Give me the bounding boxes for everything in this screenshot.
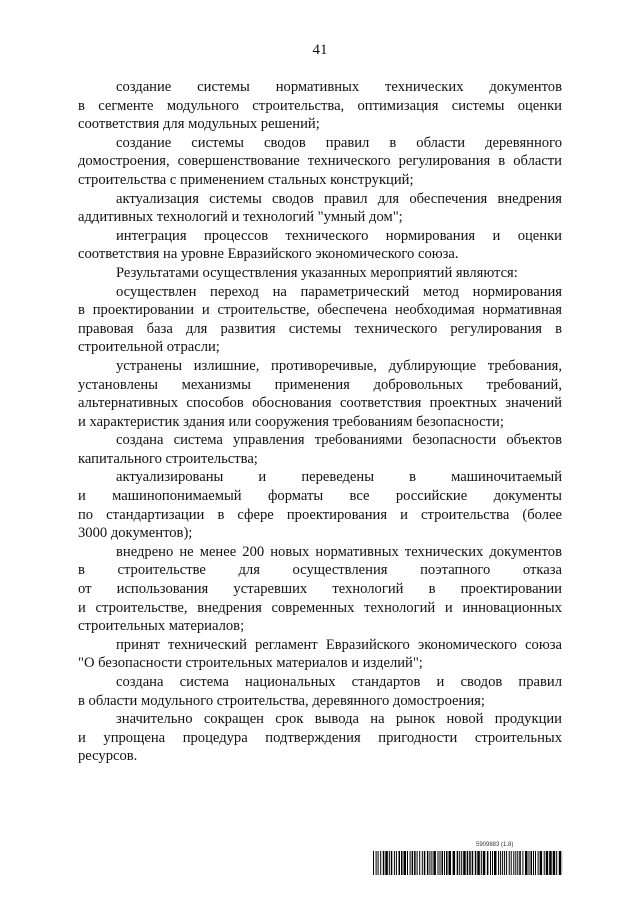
barcode-bar	[515, 851, 516, 875]
barcode-bar	[404, 851, 407, 875]
barcode-bar	[401, 851, 403, 875]
barcode-bar	[504, 851, 505, 875]
barcode-bar	[553, 851, 556, 875]
barcode-bar	[517, 851, 518, 875]
paragraph	[78, 227, 562, 264]
paragraph	[78, 357, 562, 431]
barcode-bar	[414, 851, 416, 875]
paragraph	[78, 190, 562, 227]
barcode-bar	[449, 851, 452, 875]
text-line: альтернативных способов обоснования соответствия проектных значений	[78, 395, 562, 412]
text-line: в строительстве для осуществления поэтапного отказа	[78, 562, 562, 579]
text-line: создана система национальных стандартов и сводов правил	[116, 674, 562, 690]
barcode-bar	[424, 851, 426, 875]
barcode-bar	[522, 851, 523, 875]
paragraph	[78, 543, 562, 636]
text-line: в области модульного строительства, деревянного домостроения;	[78, 692, 485, 709]
barcode-bar	[391, 851, 393, 875]
barcode-bar	[535, 851, 536, 875]
barcode-bar	[442, 851, 444, 875]
barcode-bar	[383, 851, 385, 875]
barcode-bar	[407, 851, 408, 875]
barcode-bar	[506, 851, 507, 875]
text-line: устранены излишние, противоречивые, дублирующие требования,	[116, 357, 562, 374]
barcode-bar	[513, 851, 514, 875]
paragraph	[78, 636, 562, 673]
paragraph	[78, 264, 562, 283]
text-line: 3000 документов);	[78, 525, 193, 542]
text-line: домостроения, совершенствование технического регулирования в области	[78, 153, 562, 170]
text-line: аддитивных технологий и технологий "умный дом";	[78, 209, 403, 226]
paragraph	[78, 710, 562, 766]
barcode-bar	[481, 851, 482, 875]
barcode-bar	[410, 851, 411, 875]
barcode-bar	[385, 851, 388, 875]
barcode-bar	[533, 851, 534, 875]
barcode	[373, 851, 563, 875]
barcode-bar	[461, 851, 462, 875]
paragraph	[78, 673, 562, 710]
text-line: строительной отрасли;	[78, 339, 220, 356]
barcode-bar	[446, 851, 448, 875]
barcode-bar	[422, 851, 423, 875]
text-line: капитального строительства;	[78, 450, 258, 467]
barcode-bar	[519, 851, 521, 875]
barcode-bar	[492, 851, 493, 875]
barcode-bar	[429, 851, 430, 875]
text-line: по стандартизации в сфере проектирования и строительства (более	[78, 506, 562, 523]
barcode-bar	[389, 851, 390, 875]
barcode-bar	[438, 851, 439, 875]
document-body	[78, 78, 562, 766]
text-line: создана система управления требованиями безопасности объектов	[116, 432, 562, 449]
barcode-bar	[511, 851, 512, 875]
barcode-bar	[525, 851, 528, 875]
document-code: 5909883 (1.8)	[476, 842, 514, 848]
barcode-bar	[509, 851, 510, 875]
barcode-bar	[529, 851, 530, 875]
barcode-bar	[546, 851, 549, 875]
paragraph	[78, 468, 562, 542]
text-line: Результатами осуществления указанных мероприятий являются:	[116, 264, 518, 281]
text-line: и характеристик здания или сооружения требованиям безопасности;	[78, 413, 504, 430]
barcode-bar	[444, 851, 445, 875]
barcode-bar	[396, 851, 397, 875]
page-number: 41	[312, 42, 328, 58]
barcode-bar	[440, 851, 441, 875]
barcode-bar	[490, 851, 491, 875]
barcode-bar	[376, 851, 377, 875]
barcode-bar	[540, 851, 543, 875]
barcode-bar	[380, 851, 381, 875]
text-line: соответствия на уровне Евразийского экономического союза.	[78, 246, 459, 263]
barcode-bar	[472, 851, 474, 875]
barcode-bar	[556, 851, 557, 875]
barcode-bar	[498, 851, 499, 875]
barcode-bar	[538, 851, 539, 875]
paragraph	[78, 78, 562, 134]
text-line: правовая база для развития системы технического регулирования в	[78, 320, 562, 337]
text-line: актуализация системы сводов правил для обеспечения внедрения	[116, 190, 562, 207]
text-line: создание системы нормативных технических документов	[116, 79, 562, 95]
text-line: от использования устаревших технологий в проектировании	[78, 581, 562, 598]
text-line: внедрено не менее 200 новых нормативных технических документов	[116, 543, 562, 560]
barcode-bar	[494, 851, 497, 875]
paragraph	[78, 431, 562, 468]
text-line: строительных материалов;	[78, 618, 245, 635]
barcode-bar	[477, 851, 480, 875]
text-line: значительно сокращен срок вывода на рынок новой продукции	[116, 711, 562, 728]
paragraph	[78, 283, 562, 357]
text-line: и упрощена процедура подтверждения пригодности строительных	[78, 729, 562, 746]
text-line: и строительстве, внедрения современных технологий и инновационных	[78, 599, 562, 616]
barcode-bar	[467, 851, 469, 875]
barcode-bar	[544, 851, 545, 875]
barcode-bar	[531, 851, 533, 875]
barcode-bar	[483, 851, 486, 875]
barcode-bar	[378, 851, 379, 875]
text-line: соответствия для модульных решений;	[78, 116, 320, 133]
paragraph	[78, 134, 562, 190]
text-line: строительства с применением стальных конструкций;	[78, 171, 414, 188]
text-line: в сегменте модульного строительства, оптимизация системы оценки	[78, 97, 562, 114]
barcode-bar	[453, 851, 456, 875]
barcode-bar	[399, 851, 401, 875]
text-line: "О безопасности строительных материалов и изделий";	[78, 655, 423, 672]
text-line: принят технический регламент Евразийского экономического союза	[116, 636, 562, 653]
text-line: ресурсов.	[78, 748, 138, 765]
text-line: в проектировании и строительстве, обеспечена необходимая нормативная	[78, 302, 562, 319]
text-line: интеграция процессов технического нормирования и оценки	[116, 227, 562, 244]
barcode-bar	[433, 851, 436, 875]
text-line: установлены механизмы применения добровольных требований,	[78, 376, 562, 393]
barcode-bar	[502, 851, 503, 875]
barcode-bar	[373, 851, 374, 875]
barcode-bar	[559, 851, 562, 875]
barcode-bar	[427, 851, 429, 875]
barcode-bar	[549, 851, 552, 875]
barcode-bar	[457, 851, 459, 875]
barcode-bar	[419, 851, 420, 875]
barcode-bar	[431, 851, 432, 875]
barcode-bar	[459, 851, 460, 875]
barcode-bar	[412, 851, 414, 875]
barcode-bar	[417, 851, 418, 875]
text-line: и машинопонимаемый форматы все российские документы	[78, 488, 562, 505]
text-line: осуществлен переход на параметрический метод нормирования	[116, 283, 562, 300]
barcode-bar	[394, 851, 395, 875]
barcode-bar	[500, 851, 501, 875]
text-line: создание системы сводов правил в области деревянного	[116, 134, 562, 151]
barcode-bar	[463, 851, 466, 875]
barcode-bar	[487, 851, 489, 875]
barcode-bar	[475, 851, 477, 875]
text-line: актуализированы и переведены в машиночитаемый	[116, 469, 562, 486]
barcode-bar	[469, 851, 471, 875]
